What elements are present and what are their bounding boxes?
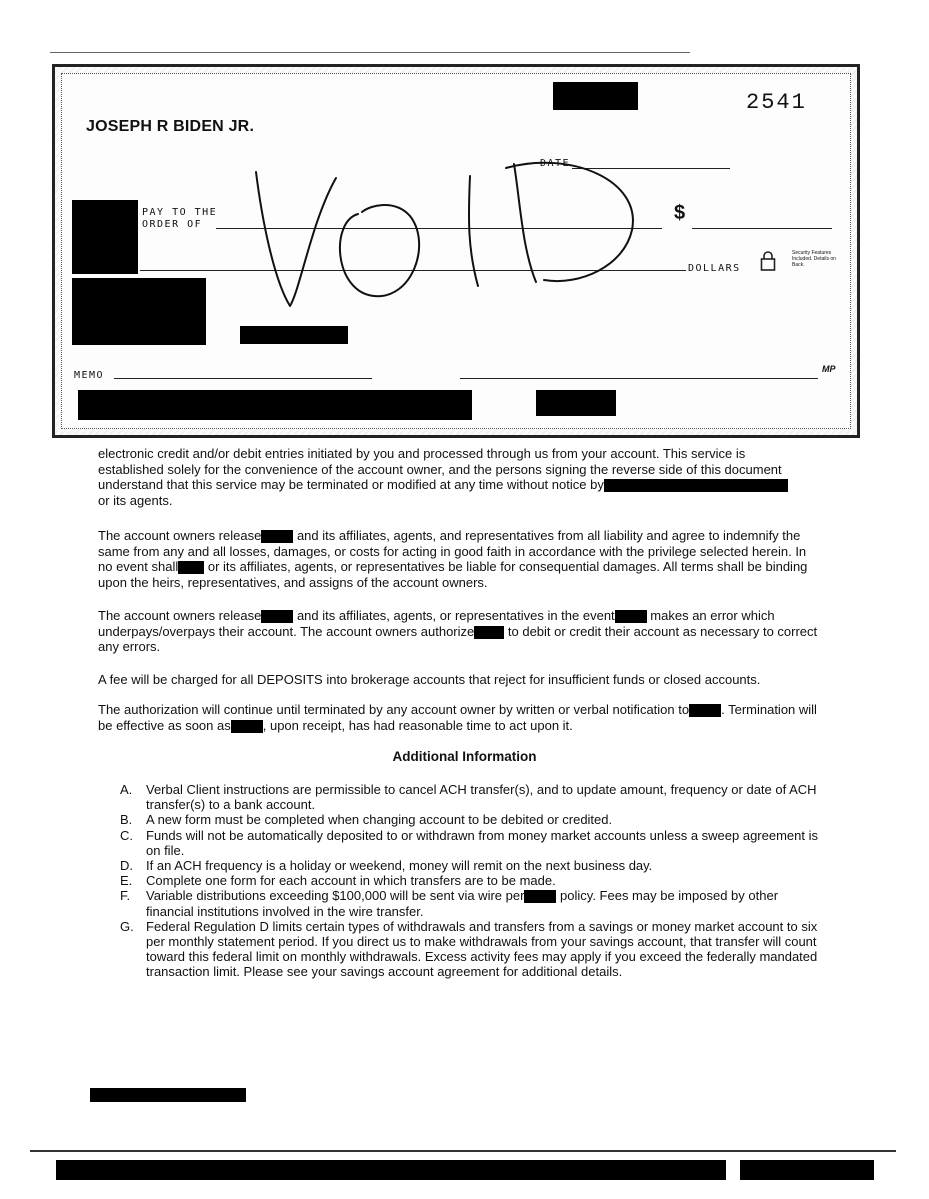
p1-line-1: electronic credit and/or debit entries initiated by you and processed through us from your account. This service is <box>98 446 746 461</box>
check-number: 2541 <box>746 90 807 115</box>
paragraph-release-errors: The account owners release and its affiliates, agents, or representatives in the event makes an error which underpays/overpays their account. The account owners authorize to debit or credit their account as necessary to correct any errors. <box>98 608 818 654</box>
list-item: C. Funds will not be automatically deposited to or withdrawn from money market accounts unless a sweep agreement is on file. <box>120 827 818 858</box>
account-holder-name: JOSEPH R BIDEN JR. <box>86 118 255 135</box>
redacted-inline <box>261 530 293 543</box>
dollars-label: DOLLARS <box>688 263 741 274</box>
mp-mark: MP <box>822 364 836 374</box>
additional-info-title: Additional Information <box>392 749 537 764</box>
redacted-footer-bar-2 <box>740 1160 874 1180</box>
redacted-inline <box>261 610 293 623</box>
p1-line-3: understand that this service may be terminated or modified at any time without notice by <box>98 477 820 493</box>
paragraph-service-terms <box>98 446 820 508</box>
redacted-inline <box>178 561 204 574</box>
paragraph-release-liability: The account owners release and its affiliates, agents, and representatives from all liability and agree to indemnify the same from any and all losses, damages, or costs for acting in good faith in accordance with the privilege selected herein. In no event shall or its affiliates, agents, or representatives be liable for consequential damages. All terms shall be binding upon the heirs, representatives, and assigns of the account owners. <box>98 528 808 590</box>
paragraph-deposit-fee: A fee will be charged for all DEPOSITS into brokerage accounts that reject for insufficient funds or closed accounts. <box>98 672 761 687</box>
paragraph-authorization: The authorization will continue until terminated by any account owner by written or verbal notification to . Termination will be effective as soon as , upon receipt, has had reasonable time to act upon it. <box>98 702 817 733</box>
p1-end: or its agents. <box>98 492 173 508</box>
redacted-inline <box>231 720 263 733</box>
redacted-inline <box>604 479 788 492</box>
list-item: B. A new form must be completed when changing account to be debited or credited. <box>120 812 613 828</box>
dollar-sign: $ <box>674 202 686 224</box>
security-features-note: Security Features Included. Details on Back. <box>792 250 836 268</box>
additional-info-list <box>120 782 820 980</box>
list-item: A. Verbal Client instructions are permissible to cancel ACH transfer(s), and to update amount, frequency or date of ACH transfer(s) to a bank account. <box>120 782 817 813</box>
bottom-scan-line <box>30 1150 896 1152</box>
redacted-signature-bar <box>90 1088 246 1102</box>
redacted-inline <box>689 704 721 717</box>
p1-line-2: established solely for the convenience of the account owner, and the persons signing the reverse side of this document <box>98 461 782 477</box>
pay-to-label-line1: PAY TO THE <box>142 207 218 218</box>
list-item: D. If an ACH frequency is a holiday or weekend, money will remit on the next business day. <box>120 858 653 874</box>
redacted-inline <box>474 626 504 639</box>
list-item: G. Federal Regulation D limits certain types of withdrawals and transfers from a savings or money market account to six per monthly statement period. If you direct us to make withdrawals from your savings account, that transfer will count toward this federal limit on monthly withdrawals. Excess activity fees may apply if you exceed the federally mandated transaction limit. Please see your savings account agreement for additional details. <box>120 918 818 980</box>
list-item: E. Complete one form for each account in which transfers are to be made. <box>120 873 556 889</box>
list-item: F. Variable distributions exceeding $100,000 will be sent via wire per policy. Fees may be imposed by other financial institutions involved in the wire transfer. <box>120 888 779 919</box>
pay-to-label-line2: ORDER OF <box>142 219 203 230</box>
memo-label: MEMO <box>74 370 105 381</box>
date-label: DATE <box>540 158 571 169</box>
redacted-inline <box>524 890 556 903</box>
redacted-footer-bar-1 <box>56 1160 726 1180</box>
redacted-inline <box>615 610 647 623</box>
